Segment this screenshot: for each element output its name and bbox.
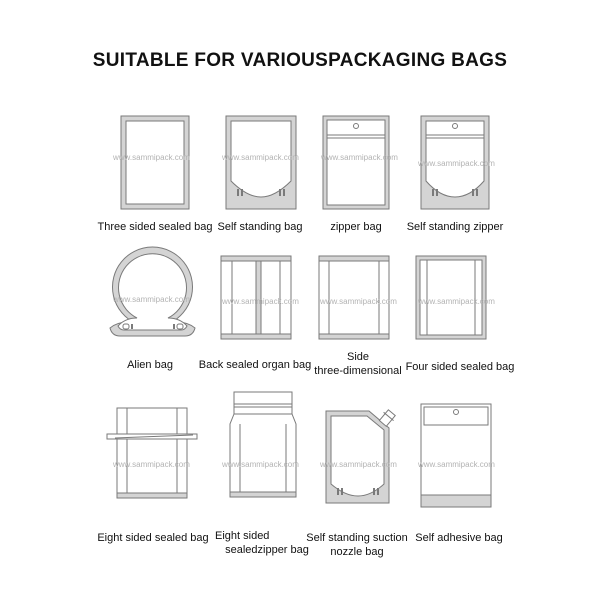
- watermark: www.sammipack.com: [113, 153, 190, 162]
- caption-zipper-bag: zipper bag: [330, 221, 382, 233]
- self-standing-bag-illustration: [225, 115, 297, 210]
- caption-eight-sided-zipper-bag: Eight sided sealedzipper bag: [215, 530, 309, 556]
- watermark: www.sammipack.com: [320, 297, 397, 306]
- caption-self-adhesive-bag: Self adhesive bag: [415, 532, 503, 544]
- suction-nozzle-bag-illustration: [325, 410, 397, 505]
- caption-back-sealed-organ-bag: Back sealed organ bag: [198, 359, 312, 371]
- caption-self-standing-bag: Self standing bag: [217, 221, 303, 233]
- caption-eight-sided-sealed-bag: Eight sided sealed bag: [97, 532, 209, 544]
- caption-self-standing-zipper: Self standing zipper: [406, 221, 504, 233]
- watermark: www.sammipack.com: [320, 460, 397, 469]
- three-sided-sealed-bag-illustration: [120, 115, 190, 210]
- watermark: www.sammipack.com: [418, 297, 495, 306]
- watermark: www.sammipack.com: [222, 460, 299, 469]
- alien-bag-illustration: [105, 248, 200, 338]
- watermark: www.sammipack.com: [222, 153, 299, 162]
- watermark: www.sammipack.com: [418, 460, 495, 469]
- caption-four-sided-sealed-bag: Four sided sealed bag: [405, 361, 515, 373]
- self-adhesive-bag-illustration: [420, 403, 492, 508]
- page-title: SUITABLE FOR VARIOUSPACKAGING BAGS: [92, 50, 508, 71]
- caption-alien-bag: Alien bag: [127, 359, 173, 371]
- caption-suction-nozzle-bag: Self standing suction nozzle bag: [306, 532, 408, 558]
- watermark: www.sammipack.com: [418, 159, 495, 168]
- watermark: www.sammipack.com: [321, 153, 398, 162]
- zipper-bag-illustration: [322, 115, 390, 210]
- eight-sided-zipper-bag-illustration: [228, 390, 298, 500]
- watermark: www.sammipack.com: [222, 297, 299, 306]
- caption-side-three-dimensional: Side three-dimensional: [314, 351, 402, 377]
- caption-three-sided-sealed-bag: Three sided sealed bag: [97, 221, 213, 233]
- watermark: www.sammipack.com: [113, 460, 190, 469]
- watermark: www.sammipack.com: [113, 295, 190, 304]
- eight-sided-sealed-bag-illustration: [105, 405, 200, 500]
